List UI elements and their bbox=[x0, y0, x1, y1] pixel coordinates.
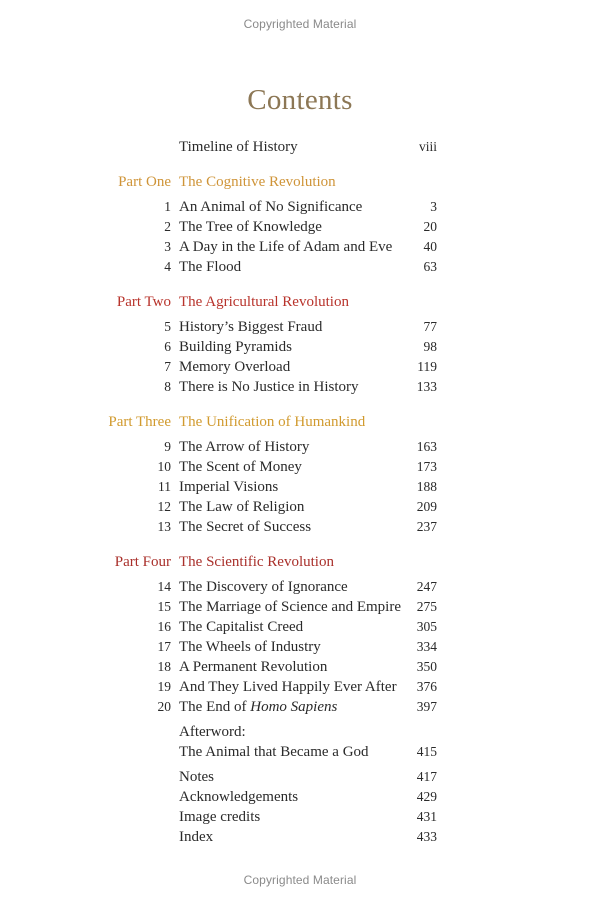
toc-entry-page: viii bbox=[418, 139, 437, 154]
chapter-number: 15 bbox=[157, 599, 171, 614]
part-title: The Cognitive Revolution bbox=[179, 174, 336, 190]
chapter-page: 63 bbox=[423, 259, 437, 274]
chapter-page: 397 bbox=[416, 699, 437, 714]
chapter-page: 305 bbox=[416, 619, 437, 634]
toc-entry-chapter-9[interactable] bbox=[0, 437, 600, 457]
toc-entry-chapter-17[interactable] bbox=[0, 637, 600, 657]
part-label: Part Two bbox=[116, 294, 171, 310]
part-heading-three[interactable] bbox=[0, 412, 600, 432]
chapter-title: The Law of Religion bbox=[179, 499, 305, 515]
toc-entry-chapter-13[interactable] bbox=[0, 517, 600, 537]
chapter-page: 237 bbox=[416, 519, 437, 534]
chapter-number: 9 bbox=[164, 439, 171, 454]
toc-entry-chapter-2[interactable] bbox=[0, 217, 600, 237]
toc-entry-chapter-16[interactable] bbox=[0, 617, 600, 637]
chapter-page: 98 bbox=[423, 339, 437, 354]
chapter-number: 1 bbox=[164, 199, 171, 214]
chapter-title: The Capitalist Creed bbox=[179, 619, 304, 635]
chapter-number: 18 bbox=[157, 659, 171, 674]
chapter-number: 19 bbox=[157, 679, 171, 694]
toc-entry-chapter-19[interactable] bbox=[0, 677, 600, 697]
chapter-page: 163 bbox=[416, 439, 437, 454]
toc-entry-chapter-6[interactable] bbox=[0, 337, 600, 357]
chapter-number: 7 bbox=[164, 359, 171, 374]
toc-entry-title: Acknowledgements bbox=[179, 789, 299, 805]
chapter-title: And They Lived Happily Ever After bbox=[179, 679, 397, 695]
chapter-title: A Permanent Revolution bbox=[179, 659, 328, 675]
toc-entry-chapter-3[interactable] bbox=[0, 237, 600, 257]
chapter-title: A Day in the Life of Adam and Eve bbox=[179, 239, 393, 255]
chapter-page: 247 bbox=[416, 579, 437, 594]
chapter-page: 173 bbox=[416, 459, 437, 474]
part-label: Part One bbox=[118, 174, 171, 190]
copyright-watermark-top: Copyrighted Material bbox=[243, 17, 357, 31]
toc-entry-chapter-14[interactable] bbox=[0, 577, 600, 597]
chapter-number: 20 bbox=[157, 699, 171, 714]
chapter-title: The Scent of Money bbox=[179, 459, 302, 475]
part-title: The Scientific Revolution bbox=[179, 554, 334, 570]
chapter-title: The Tree of Knowledge bbox=[179, 219, 322, 235]
toc-entry-chapter-7[interactable] bbox=[0, 357, 600, 377]
page-title: Contents bbox=[247, 84, 353, 116]
chapter-page: 350 bbox=[416, 659, 437, 674]
toc-entry-chapter-10[interactable] bbox=[0, 457, 600, 477]
chapter-page: 40 bbox=[423, 239, 437, 254]
toc-entry-chapter-8[interactable] bbox=[0, 377, 600, 397]
part-label: Part Four bbox=[114, 554, 171, 570]
chapter-number: 11 bbox=[158, 479, 171, 494]
chapter-title: The Discovery of Ignorance bbox=[179, 579, 348, 595]
chapter-title: The Wheels of Industry bbox=[179, 639, 321, 655]
chapter-title-prefix: The End of bbox=[179, 699, 251, 715]
toc-entry-acknowledgements[interactable] bbox=[0, 787, 600, 807]
chapter-title: The Flood bbox=[179, 259, 242, 275]
chapter-title: Building Pyramids bbox=[179, 339, 292, 355]
afterword-page: 415 bbox=[416, 744, 437, 759]
part-label: Part Three bbox=[108, 414, 171, 430]
toc-entry-chapter-18[interactable] bbox=[0, 657, 600, 677]
afterword-label-row bbox=[0, 722, 600, 742]
chapter-number: 4 bbox=[164, 259, 171, 274]
toc-entry-page: 431 bbox=[416, 809, 437, 824]
part-title: The Agricultural Revolution bbox=[179, 294, 349, 310]
chapter-page: 3 bbox=[430, 199, 437, 214]
chapter-title: An Animal of No Significance bbox=[179, 199, 363, 215]
part-heading-one[interactable] bbox=[0, 172, 600, 192]
chapter-number: 17 bbox=[157, 639, 171, 654]
chapter-page: 77 bbox=[423, 319, 437, 334]
chapter-page: 275 bbox=[416, 599, 437, 614]
toc-entry-title: Timeline of History bbox=[179, 139, 298, 155]
toc-entry-chapter-11[interactable] bbox=[0, 477, 600, 497]
chapter-title: The Secret of Success bbox=[179, 519, 312, 535]
part-heading-four[interactable] bbox=[0, 552, 600, 572]
afterword-label: Afterword: bbox=[179, 724, 246, 740]
chapter-page: 188 bbox=[416, 479, 437, 494]
toc-entry-title: Index bbox=[179, 829, 214, 845]
chapter-number: 13 bbox=[157, 519, 171, 534]
toc-entry-chapter-5[interactable] bbox=[0, 317, 600, 337]
toc-entry-page: 433 bbox=[416, 829, 437, 844]
toc-entry-index[interactable] bbox=[0, 827, 600, 847]
chapter-number: 5 bbox=[164, 319, 171, 334]
chapter-title: History’s Biggest Fraud bbox=[179, 319, 323, 335]
toc-entry-title: Notes bbox=[179, 769, 214, 785]
toc-entry-notes[interactable] bbox=[0, 767, 600, 787]
chapter-number: 16 bbox=[157, 619, 171, 634]
toc-entry-chapter-1[interactable] bbox=[0, 197, 600, 217]
chapter-page: 133 bbox=[416, 379, 437, 394]
part-title: The Unification of Humankind bbox=[179, 414, 366, 430]
chapter-title: Memory Overload bbox=[179, 359, 291, 375]
chapter-number: 8 bbox=[164, 379, 171, 394]
toc-entry-chapter-12[interactable] bbox=[0, 497, 600, 517]
chapter-number: 10 bbox=[157, 459, 171, 474]
toc-entry-title: Image credits bbox=[179, 809, 261, 825]
toc-entry-chapter-20[interactable] bbox=[0, 697, 600, 717]
chapter-title-italic: Homo Sapiens bbox=[250, 699, 338, 715]
toc-entry-afterword[interactable] bbox=[0, 742, 600, 762]
chapter-title bbox=[179, 697, 337, 717]
afterword-title: The Animal that Became a God bbox=[179, 744, 369, 760]
chapter-number: 3 bbox=[164, 239, 171, 254]
toc-entry-page: 429 bbox=[416, 789, 437, 804]
chapter-page: 334 bbox=[416, 639, 437, 654]
chapter-number: 6 bbox=[164, 339, 171, 354]
toc-entry-timeline[interactable] bbox=[0, 137, 600, 157]
chapter-title: Imperial Visions bbox=[179, 479, 279, 495]
chapter-page: 20 bbox=[423, 219, 437, 234]
chapter-number: 12 bbox=[157, 499, 171, 514]
chapter-title: The Arrow of History bbox=[179, 439, 310, 455]
chapter-page: 376 bbox=[416, 679, 437, 694]
chapter-page: 119 bbox=[417, 359, 437, 374]
chapter-number: 14 bbox=[157, 579, 171, 594]
toc-entry-chapter-4[interactable] bbox=[0, 257, 600, 277]
part-heading-two[interactable] bbox=[0, 292, 600, 312]
toc-entry-image-credits[interactable] bbox=[0, 807, 600, 827]
toc-entry-page: 417 bbox=[416, 769, 437, 784]
chapter-number: 2 bbox=[164, 219, 171, 234]
chapter-page: 209 bbox=[416, 499, 437, 514]
chapter-title: The Marriage of Science and Empire bbox=[179, 599, 401, 615]
copyright-watermark-bottom: Copyrighted Material bbox=[243, 873, 357, 887]
chapter-title: There is No Justice in History bbox=[179, 379, 359, 395]
toc-entry-chapter-15[interactable] bbox=[0, 597, 600, 617]
